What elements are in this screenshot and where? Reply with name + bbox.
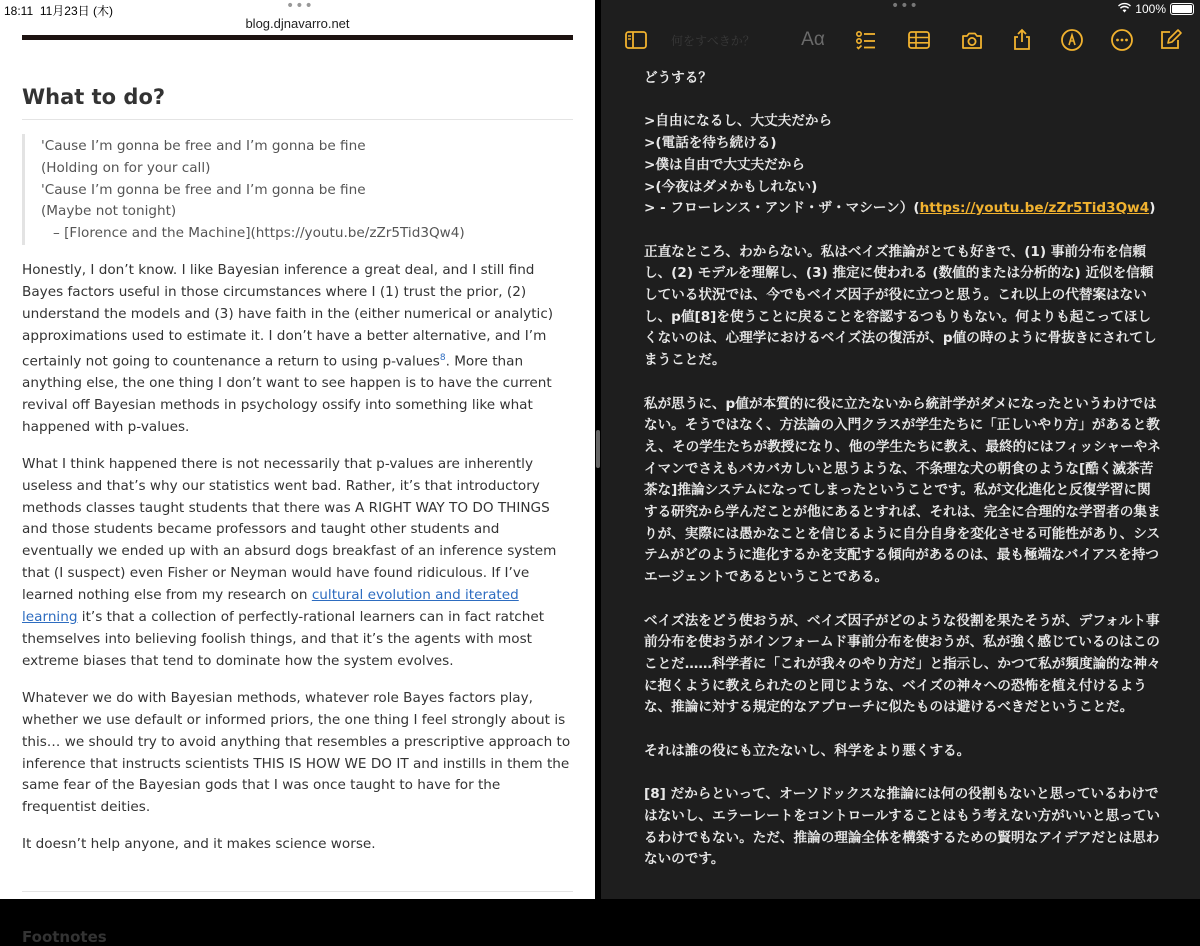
section-heading: What to do? [22, 85, 166, 109]
note-paragraph-3: ベイズ法をどう使おうが、ベイズ因子がどのような役割を果たそうが、デフォルト事前分布を使おうがインフォームド事前分布を使おうが、私が強く感じているのはこのことだ……科学者に「これが我々のやり方だ」と指示し、かつて私が頻度論的な神々に抱くように教えられたのと同じような、ベイズの神々への恐怖を植え付けるような、推論に対する規定的なアプローチに似たものは避けるべきだということだ。 [644, 612, 1161, 716]
address-bar[interactable]: blog.djnavarro.net [245, 16, 350, 31]
more-options-icon[interactable] [1107, 26, 1137, 54]
checklist-icon[interactable] [851, 26, 881, 54]
footnotes-divider [22, 891, 573, 892]
blockquote [22, 134, 573, 245]
format-text-icon[interactable]: Aα [801, 29, 825, 50]
paragraph-2: What I think happened there is not necessarily that p-values are inherently useless and that’s why our statistics went bad. Rather, it’s that introductory methods classes taught students that there was A RIGHT WAY TO DO THINGS and those students became professors and taught other students and eventually we ended up with an absurd dogs breakfast of an inference system that (I suspect) even Fisher or Neyman would have found ridiculous. If I’ve learned nothing else from my research on cultural evolution and iterated learning it’s that a collection of perfectly-rational learners can in fact ratchet themselves into believing foolish things, and that it’s the agents with most extreme biases that tend to dominate how the system evolves. [22, 455, 557, 669]
notes-pane [601, 0, 1200, 899]
youtube-link[interactable]: https://youtu.be/zZr5Tid3Qw4 [919, 200, 1150, 217]
sidebar-toggle-icon[interactable] [621, 26, 651, 54]
quote-attribution: – [Florence and the Machine](https://youtu.be/zZr5Tid3Qw4) [53, 225, 465, 242]
camera-icon[interactable] [957, 26, 987, 54]
note-quote [644, 111, 1164, 220]
battery-status: 100% [1118, 2, 1194, 16]
note-quote-line: >(今夜はダメかもしれない) [644, 178, 818, 195]
status-bar-left [0, 0, 595, 34]
note-quote-line: >(電話を待ち続ける) [644, 135, 777, 152]
multitask-dots-icon[interactable]: ••• [891, 0, 919, 14]
note-paragraph-4: それは誰の役にも立たないし、科学をより悪くする。 [644, 742, 971, 759]
note-attribution: > - フローレンス・アンド・ザ・マシーン）(https://youtu.be/zZr5Tid3Qw4) [644, 200, 1156, 217]
multitask-dots-icon[interactable]: ••• [286, 0, 314, 14]
quote-line: (Holding on for your call) [41, 159, 211, 176]
status-time: 18:11 11月23日 (木) [4, 4, 113, 18]
quote-line: 'Cause I’m gonna be free and I’m gonna be fine [41, 138, 366, 154]
notes-toolbar [601, 26, 1200, 56]
cultural-evolution-link[interactable]: cultural evolution and iterated learning [22, 587, 519, 626]
wifi-icon [1118, 3, 1131, 16]
quote-line: 'Cause I’m gonna be free and I’m gonna be fine [41, 181, 366, 198]
note-body[interactable] [644, 68, 1164, 893]
paragraph-3: Whatever we do with Bayesian methods, whatever role Bayes factors play, whether we use default or informed priors, the one thing I feel strongly about is this… we should try to avoid anything that resembles a prescriptive approach to inference that instructs scientists THIS IS HOW WE DO IT and instills in them the same fear of the Bayesian gods that I was once taught to have for the frequentist deities. [22, 689, 571, 816]
note-quote-line: >僕は自由で大丈夫だから [644, 156, 805, 173]
footnote-ref-8[interactable]: 8 [439, 352, 446, 363]
share-icon[interactable] [1007, 26, 1037, 54]
note-quote-line: >自由になるし、大丈夫だから [644, 113, 833, 130]
quote-line: (Maybe not tonight) [41, 203, 177, 220]
paragraph-1: Honestly, I don’t know. I like Bayesian inference a great deal, and I still find Bayes factors useful in those circumstances where I (1) trust the prior, (2) understand the models and (3) have faith in the (either numerical or analytic) approximations used to estimate it. I don’t have a better alternative, and I’m certainly not going to countenance a return to using p-values$^8$. More than anything else, the one thing I don’t want to see happen is to have the current revival off Bayesian methods in psychology ossify into something like what happened with p-values. [22, 261, 554, 435]
article-body [22, 40, 573, 946]
paragraph-4: It doesn’t help anyone, and it makes science worse. [22, 836, 376, 853]
battery-icon [1170, 3, 1194, 15]
safari-pane [0, 0, 595, 946]
note-paragraph-2: 私が思うに、p値が本質的に役に立たないから統計学がダメになったというわけではない。そうではなく、方法論の入門クラスが学生たちに「正しいやり方」があると教え、その学生たちが教授になり、他の学生たちに教え、最終的にはフィッシャーやネイマンでさえもバカバカしいと思うような、不条理な犬の朝食のような[酷く滅茶苦茶な]推論システムになってしまったということです。私が文化進化と反復学習に関する研究から学んだことが他にあるとすれば、それは、完全に合理的な学習者の集まりが、実際には愚かなことを信じるように自分自身を変化させる可能性があり、システムがどのように進化するかを支配する傾向があるのは、最も極端なバイアスを持つエージェントであるということである。 [644, 395, 1161, 586]
table-icon[interactable] [904, 26, 934, 54]
heading-divider [22, 119, 573, 120]
compose-note-icon[interactable] [1156, 26, 1186, 54]
note-paragraph-1: 正直なところ、わからない。私はベイズ推論がとても好きで、(1) 事前分布を信頼し、(2) モデルを理解し、(3) 推定に使われる (数値的または分析的な) 近似を信頼している状況では、今でもベイズ因子が役に立つと思う。これ以上の代替案はないし、p値[8]を使うことに戻ることを容認するつもりもない。何よりも起こってほしくないのは、心理学におけるベイズ法の復活が、p値の時のように骨抜きにされてしまうことだ。 [644, 243, 1157, 369]
footnotes-heading: Footnotes [22, 928, 107, 946]
note-paragraph-5: [8] だからといって、オーソドックスな推論には何の役割もないと思っているわけではないし、エラーレートをコントロールすることはもう考えない方がいいと思っているわけでもない。ただ、推論の理論全体を構築するための賢明なアイデアだとは思わないのです。 [644, 786, 1161, 868]
split-view-handle[interactable] [596, 430, 600, 468]
note-title-faded: 何をすべきか？ [671, 34, 755, 48]
markup-pen-icon[interactable] [1057, 26, 1087, 54]
note-line: どうする？ [644, 70, 712, 86]
